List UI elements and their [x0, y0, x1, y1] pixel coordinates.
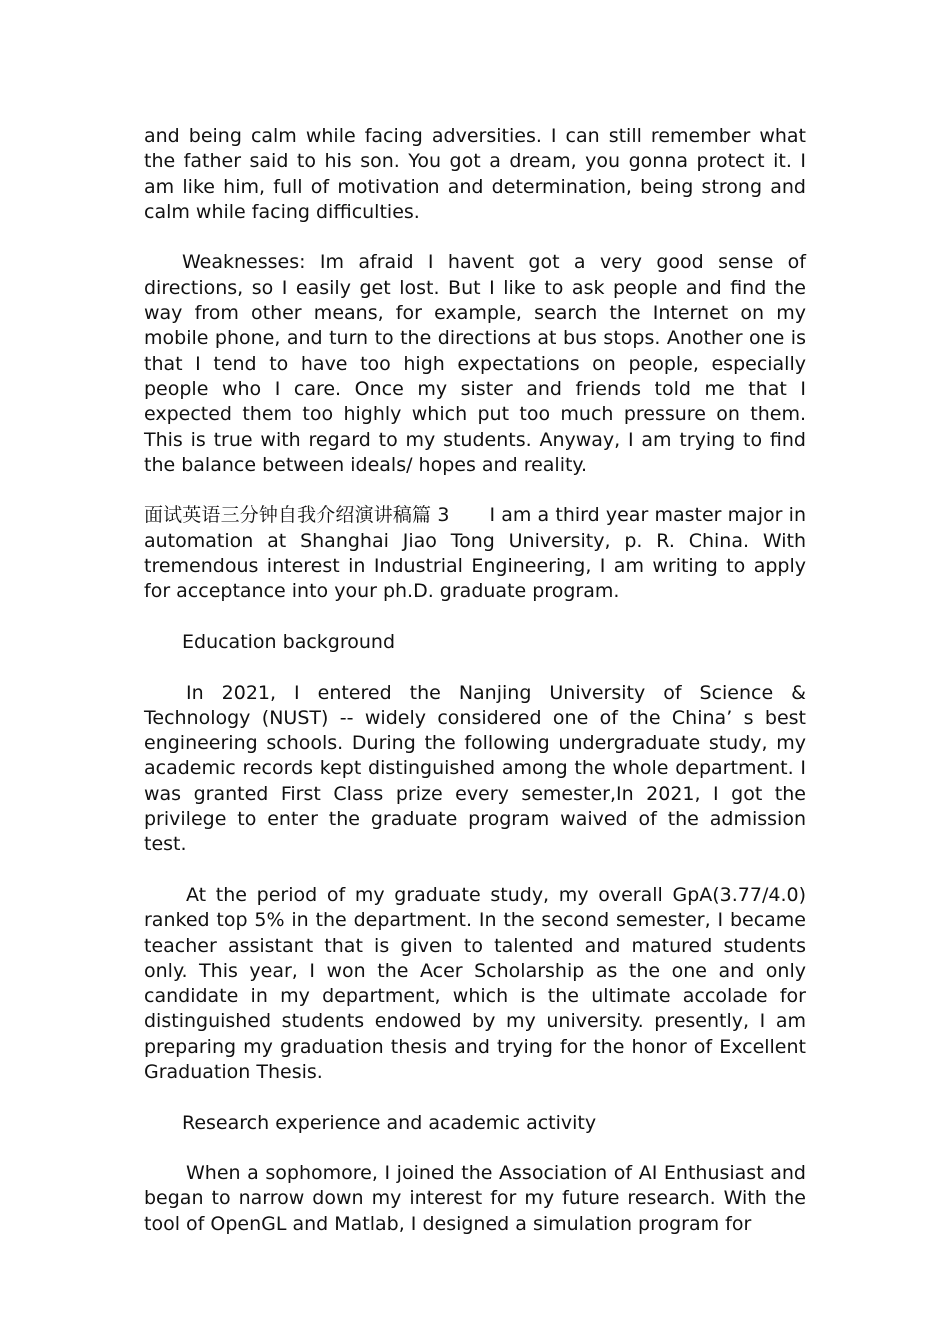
heading-education-background: Education background	[182, 630, 396, 653]
section-title: 面试英语三分钟自我介绍演讲稿篇 3	[144, 504, 450, 527]
paragraph-undergraduate: In 2021, I entered the Nanjing University of Science & Technology (NUST) -- widely considered one of the China’ s best engineering schools. During the following undergraduate study, my academic records kept distinguished among the whole department. I was granted First Class prize every semester,In 2021, I got the privilege to enter the graduate program waived of the admission test.	[144, 681, 806, 856]
paragraph-section-3-intro	[144, 503, 806, 604]
heading-research-experience: Research experience and academic activity	[182, 1111, 597, 1134]
intro-text: I am a third year master major in automation at Shanghai Jiao Tong University, p. R. China. With tremendous interest in Industrial Engineering, I am writing to apply for acceptance into your ph.D. graduate program.	[144, 504, 807, 603]
paragraph-weaknesses: Weaknesses: Im afraid I havent got a very good sense of directions, so I easily get lost. But I like to ask people and find the way from other means, for example, search the Internet on my mobile phone, and turn to the directions at bus stops. Another one is that I tend to have too high expectations on people, especially people who I care. Once my sister and friends told me that I expected them too highly which put too much pressure on them. This is true with regard to my students. Anyway, I am trying to find the balance between ideals/ hopes and reality.	[144, 251, 806, 476]
document-body	[144, 124, 806, 1262]
paragraph-graduate-study: At the period of my graduate study, my overall GpA(3.77/4.0) ranked top 5% in the department. In the second semester, I became teacher assistant that is given to talented and matured students only. This year, I won the Acer Scholarship as the one and only candidate in my department, which is the ultimate accolade for distinguished students endowed by my university. presently, I am preparing my graduation thesis and trying for the honor of Excellent Graduation Thesis.	[144, 883, 806, 1083]
paragraph-research: When a sophomore, I joined the Association of AI Enthusiast and began to narrow down my interest for my future research. With the tool of OpenGL and Matlab, I designed a simulation program for	[144, 1162, 806, 1235]
paragraph-strengths-continued: and being calm while facing adversities. I can still remember what the father said to his son. You got a dream, you gonna protect it. I am like him, full of motivation and determination, being strong and calm while facing difficulties.	[144, 125, 806, 223]
